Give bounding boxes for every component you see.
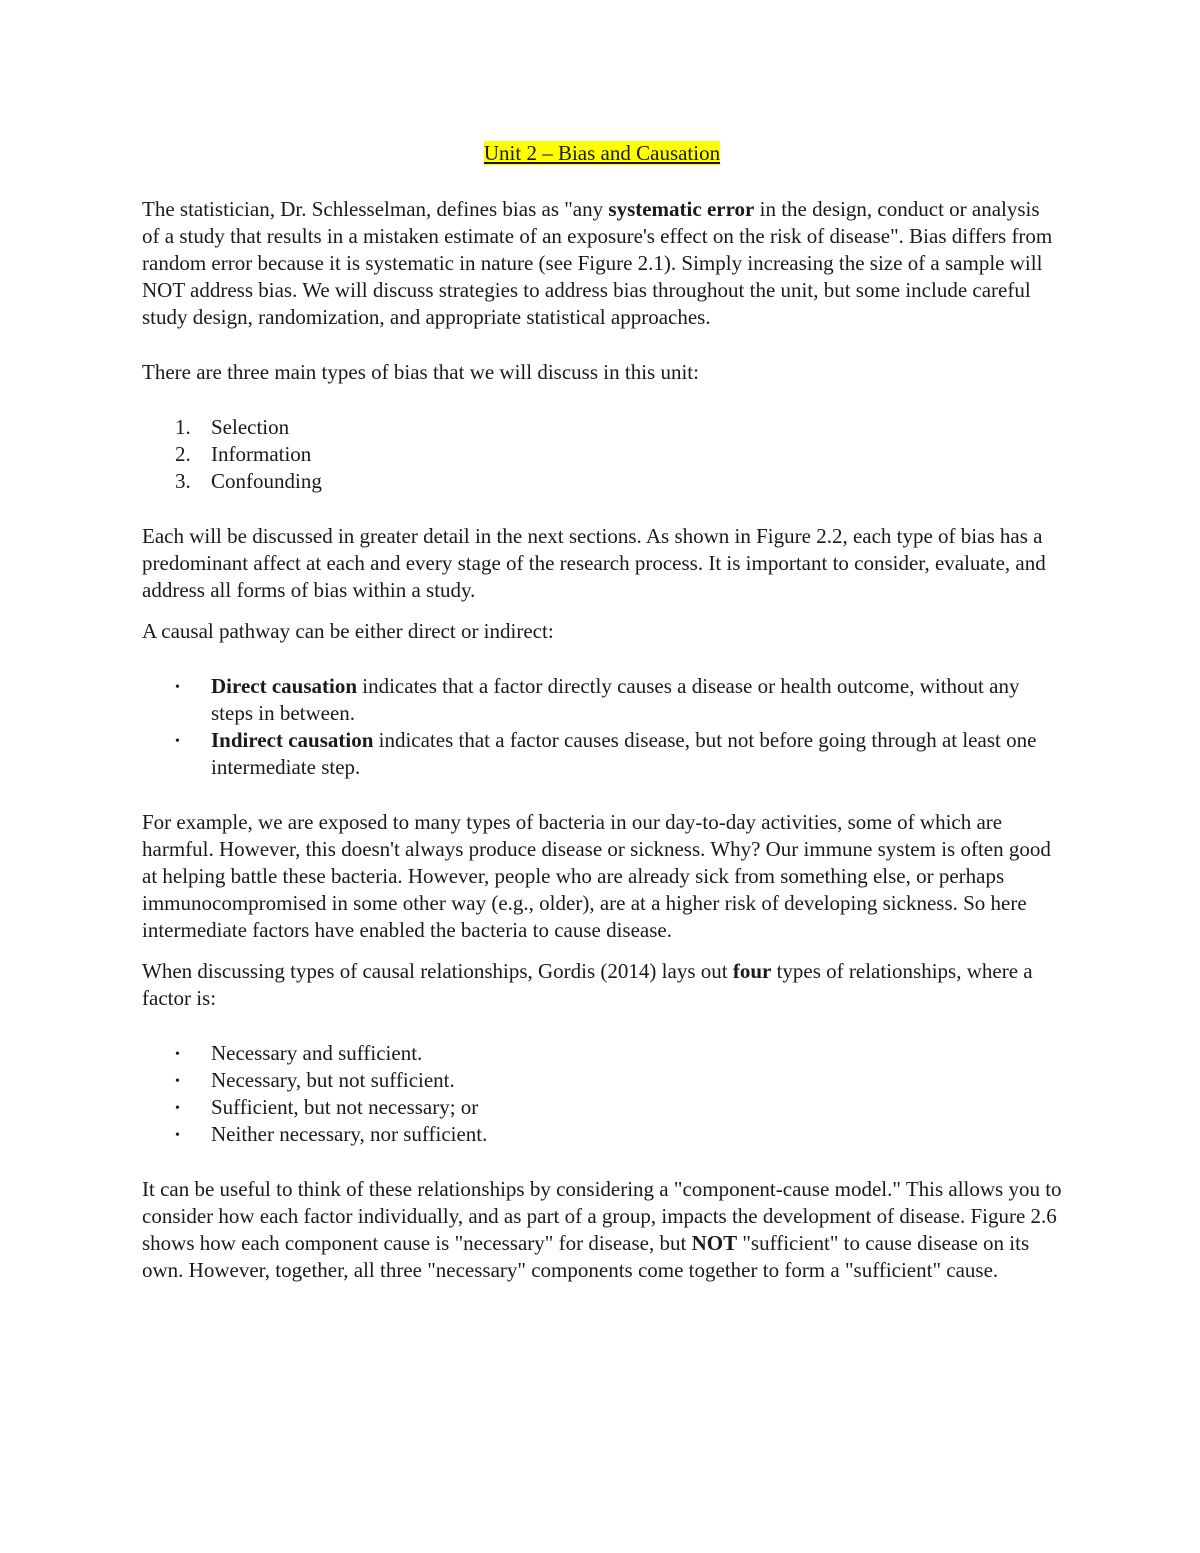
paragraph-causal-pathway: A causal pathway can be either direct or indirect: <box>142 619 554 643</box>
list-item <box>142 1040 1062 1067</box>
bullet-icon: • <box>175 1101 180 1116</box>
list-item-bold: Direct causation <box>211 674 358 698</box>
list-item-text: Necessary and sufficient. <box>211 1041 423 1065</box>
paragraph-bias-stages: Each will be discussed in greater detail in the next sections. As shown in Figure 2.2, each type of bias has a predominant affect at each and every stage of the research process. It is important to consider, evaluate, and address all forms of bias within a study. <box>142 524 1046 602</box>
paragraph-causal-relationships <box>142 958 1062 1012</box>
bias-definition-part-2: in the design, conduct or analysis of a study that results in a mistaken estimate of an exposure's effect on the risk of disease". Bias differs from random error because it is systematic in nature (see Figure 2.1). Simply increasing the size of a sample will NOT address bias. We will discuss strategies to address bias throughout the unit, but some include careful study design, randomization, and appropriate statistical approaches. <box>142 197 1053 329</box>
list-item <box>142 414 1062 441</box>
paragraph-bias-types-intro: There are three main types of bias that we will discuss in this unit: <box>142 360 699 384</box>
bullet-icon: • <box>175 680 180 695</box>
bias-types-list <box>142 414 1062 495</box>
document-page <box>142 140 1062 1284</box>
bullet-icon: • <box>175 1128 180 1143</box>
list-item-text: Sufficient, but not necessary; or <box>211 1095 479 1119</box>
list-number: 2. <box>175 442 191 466</box>
bullet-icon: • <box>175 1047 180 1062</box>
list-item-text: Neither necessary, nor sufficient. <box>211 1122 488 1146</box>
title-line <box>142 140 1062 167</box>
list-item-text: Confounding <box>211 469 322 493</box>
list-item-text: Selection <box>211 415 290 439</box>
list-item-text: Information <box>211 442 312 466</box>
list-item <box>142 1094 1062 1121</box>
list-item <box>142 673 1062 727</box>
list-item-text: indicates that a factor directly causes a disease or health outcome, without any steps in between. <box>211 674 1020 725</box>
bias-definition-bold: systematic error <box>608 197 755 221</box>
component-cause-bold: NOT <box>691 1231 738 1255</box>
relationship-list <box>142 1040 1062 1148</box>
list-item-bold: Indirect causation <box>211 728 374 752</box>
list-item <box>142 1067 1062 1094</box>
causal-relationships-part-2: types of relationships, where a factor is: <box>142 959 1033 1010</box>
list-item <box>142 727 1062 781</box>
paragraph-bias-definition <box>142 196 1062 331</box>
bias-definition-part-1: The statistician, Dr. Schlesselman, defines bias as "any <box>142 197 609 221</box>
bullet-icon: • <box>175 1074 180 1089</box>
paragraph-component-cause-model <box>142 1176 1062 1284</box>
causal-relationships-bold: four <box>732 959 772 983</box>
list-item <box>142 1121 1062 1148</box>
list-item-text: Necessary, but not sufficient. <box>211 1068 455 1092</box>
paragraph-bacteria-example: For example, we are exposed to many types of bacteria in our day-to-day activities, some of which are harmful. However, this doesn't always produce disease or sickness. Why? Our immune system is often good at helping battle these bacteria. However, people who are already sick from something else, or perhaps immunocompromised in some other way (e.g., older), are at a higher risk of developing sickness. So here intermediate factors have enabled the bacteria to cause disease. <box>142 810 1051 942</box>
list-number: 1. <box>175 415 191 439</box>
list-item <box>142 468 1062 495</box>
list-item <box>142 441 1062 468</box>
causal-relationships-part-1: When discussing types of causal relationships, Gordis (2014) lays out <box>142 959 733 983</box>
list-item-text: indicates that a factor causes disease, but not before going through at least one intermediate step. <box>211 728 1037 779</box>
bullet-icon: • <box>175 734 180 749</box>
document-title: Unit 2 – Bias and Causation <box>483 141 721 165</box>
component-cause-part-2: "sufficient" to cause disease on its own. However, together, all three "necessary" components come together to form a "sufficient" cause. <box>142 1231 1030 1282</box>
component-cause-part-1: It can be useful to think of these relationships by considering a "component-cause model." This allows you to consider how each factor individually, and as part of a group, impacts the development of disease. Figure 2.6 shows how each component cause is "necessary" for disease, but <box>142 1177 1062 1255</box>
list-number: 3. <box>175 469 191 493</box>
causation-list <box>142 673 1062 781</box>
